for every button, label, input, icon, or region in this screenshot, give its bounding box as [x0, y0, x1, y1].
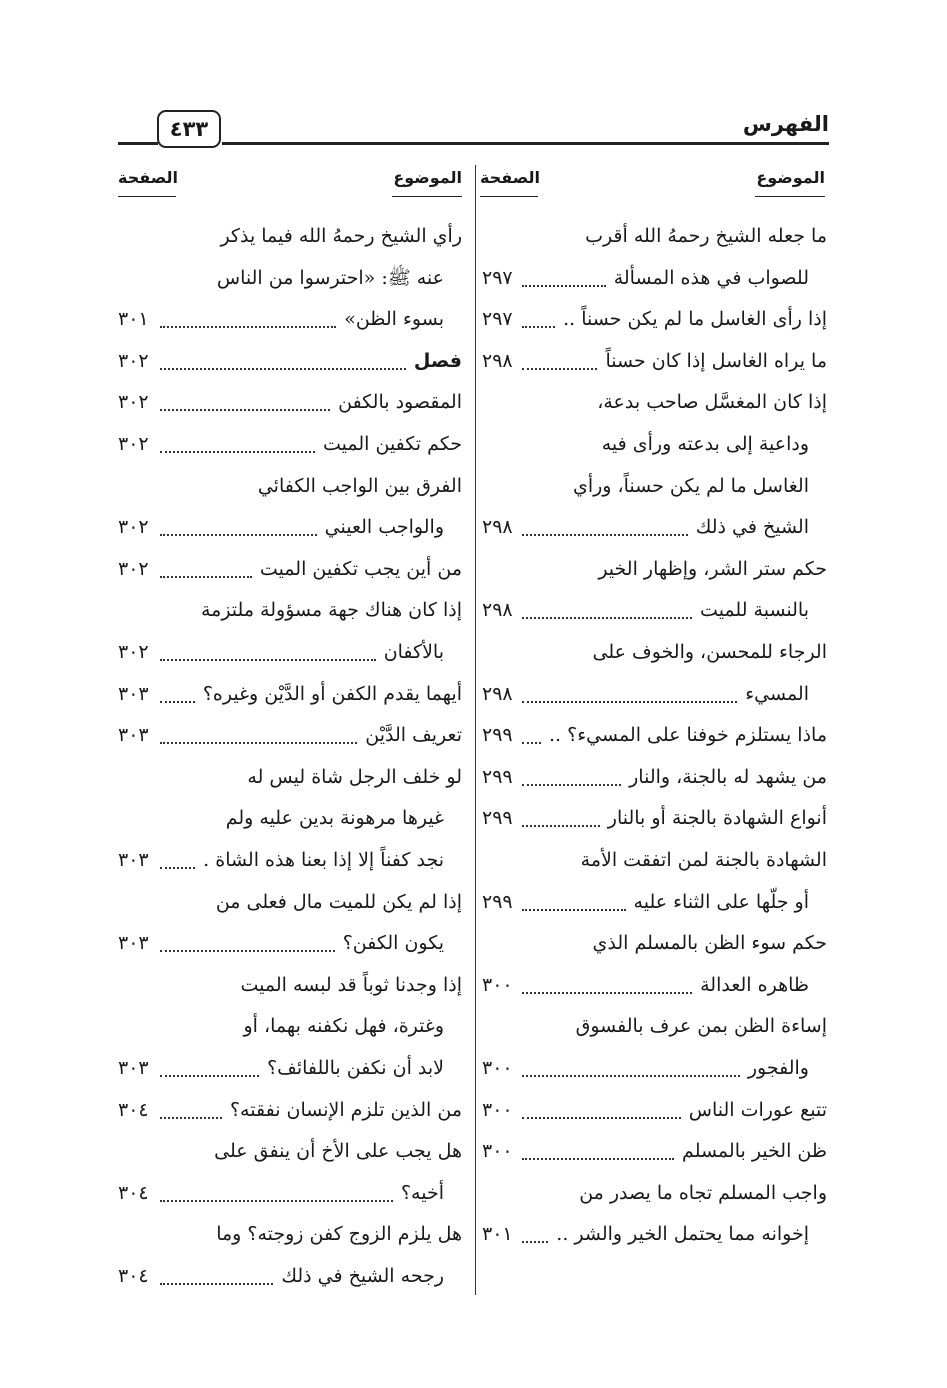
left-col-page-ref: ٣٠٢ — [118, 641, 149, 663]
right-col-entry-text: ما يراه الغاسل إذا كان حسناً — [605, 349, 827, 372]
right-col-entry-line — [634, 888, 809, 916]
left-col-entry-line — [226, 804, 444, 832]
right-col-entry-line — [605, 347, 827, 375]
right-col-page-ref: ٢٩٨ — [482, 516, 513, 539]
right-col-entry-text: الشيخ في ذلك — [695, 516, 809, 539]
left-col-dot-leader — [160, 742, 357, 744]
right-col-topic-underline — [755, 196, 825, 197]
right-col-entry-text: واجب المسلم تجاه ما يصدر من — [579, 1181, 827, 1204]
right-col-entry-line — [549, 721, 827, 749]
right-col-dot-leader — [522, 368, 597, 370]
left-col-page-ref: ٣٠٣ — [118, 1057, 149, 1079]
left-col-entry-line — [343, 929, 444, 957]
right-col-page-ref: ٢٩٩ — [482, 765, 513, 788]
left-col-entry-text: فصل — [413, 349, 462, 372]
left-col-entry-text: أخيه؟ — [400, 1181, 444, 1204]
left-col-entry-text: هل يلزم الزوج كفن زوجته؟ وما — [216, 1223, 462, 1246]
left-col-page-head: الصفحة — [118, 168, 179, 187]
left-col-entry-text: غيرها مرهونة بدين عليه ولم — [225, 807, 444, 830]
left-col-page-ref: ٣٠٣ — [118, 682, 149, 705]
right-col-entry-text: ظن الخير بالمسلم — [682, 1140, 827, 1163]
left-col-entry-line — [260, 555, 462, 583]
right-col-entry-text: ماذا يستلزم خوفنا على المسيء؟ .. — [549, 724, 827, 747]
right-col-page-ref: ٣٠١ — [482, 1223, 513, 1246]
left-col-dot-leader — [160, 451, 315, 453]
left-col-entry-line — [384, 638, 444, 666]
left-col-entry-text: أيهما يقدم الكفن أو الدَّيْن وغيره؟ — [202, 682, 462, 705]
left-col-entry-text: تعريف الدَّيْن — [365, 724, 462, 747]
right-col-entry-line — [593, 638, 828, 666]
left-col-topic-underline — [392, 196, 462, 197]
left-col-page-underline — [118, 196, 176, 197]
right-col-entry-text: إساءة الظن بمن عرف بالفسوق — [575, 1015, 827, 1038]
left-col-page-ref: ٣٠٤ — [118, 1098, 149, 1121]
right-col-page-ref: ٢٩٩ — [482, 807, 513, 830]
left-col-page-ref: ٣٠٤ — [118, 1181, 149, 1204]
left-col-entry-text: إذا وجدنا ثوباً قد لبسه الميت — [240, 973, 462, 996]
left-col-entry-text: والواجب العيني — [324, 516, 444, 539]
left-col-entry-line — [201, 596, 462, 624]
right-col-dot-leader — [522, 909, 626, 911]
right-col-entry-text: من يشهد له بالجنة، والنار — [629, 765, 827, 788]
right-col-page-ref: ٢٩٨ — [482, 599, 513, 622]
left-col-entry-text: حكم تكفين الميت — [323, 433, 462, 455]
right-col-entry-text: للصواب في هذه المسألة — [613, 266, 809, 289]
right-col-dot-leader — [522, 534, 688, 536]
right-col-dot-leader — [522, 1117, 681, 1119]
right-col-entry-text: أنواع الشهادة بالجنة أو بالنار — [607, 807, 827, 830]
right-col-entry-line — [700, 971, 809, 999]
left-col-page-ref: ٣٠٢ — [118, 433, 149, 455]
left-col-entry-text: رجحه الشيخ في ذلك — [281, 1265, 444, 1287]
right-col-topic-head: الموضوع — [756, 168, 825, 187]
header-rule-left — [118, 142, 158, 145]
left-col-entry-text: لو خلف الرجل شاة ليس له — [247, 765, 462, 788]
right-col-entry-text: أو جلّها على الثناء عليه — [633, 890, 809, 913]
right-col-dot-leader — [522, 1241, 548, 1243]
right-col-page-ref: ٢٩٨ — [482, 349, 513, 372]
right-col-page-underline — [480, 196, 538, 197]
left-col-entry-text: بسوء الظن» — [344, 308, 444, 331]
left-col-page-ref: ٣٠٢ — [118, 557, 149, 580]
left-col-entry-line — [338, 388, 462, 416]
left-col-entry-line — [267, 1054, 444, 1082]
right-col-entry-text: الغاسل ما لم يكن حسناً، ورأي — [572, 474, 809, 497]
left-col-dot-leader — [160, 867, 195, 869]
left-col-entry-line — [216, 888, 462, 916]
left-col-page-ref: ٣٠٣ — [118, 932, 149, 955]
left-col-page-ref: ٣٠٢ — [118, 391, 149, 414]
running-header-title: الفهرس — [742, 112, 829, 136]
left-col-entry-text: لابد أن نكفن باللفائف؟ — [267, 1057, 444, 1079]
left-col-dot-leader — [160, 534, 317, 536]
right-col-entry-line — [700, 596, 809, 624]
right-col-entry-line — [689, 1096, 827, 1124]
right-col-dot-leader — [522, 1075, 740, 1077]
right-col-dot-leader — [522, 617, 692, 619]
left-col-dot-leader — [160, 1283, 273, 1285]
right-col-page-ref: ٢٩٨ — [482, 682, 513, 705]
right-col-entry-line — [608, 804, 827, 832]
right-col-entry-line — [579, 1179, 827, 1207]
right-col-dot-leader — [522, 992, 692, 994]
left-col-dot-leader — [160, 576, 252, 578]
left-col-dot-leader — [160, 950, 335, 952]
left-col-page-ref: ٣٠٣ — [118, 724, 149, 747]
left-col-entry-line — [401, 1179, 444, 1207]
right-col-entry-text: تتبع عورات الناس — [688, 1098, 827, 1121]
left-col-entry-line — [243, 1012, 444, 1040]
column-divider — [475, 165, 476, 1295]
left-col-entry-text: بالأكفان — [383, 641, 444, 663]
right-col-entry-text: الشهادة بالجنة لمن اتفقت الأمة — [580, 849, 827, 871]
right-col-entry-line — [597, 388, 827, 416]
left-col-entry-text: عنه ﷺ: «احترسوا من الناس — [216, 266, 444, 289]
left-col-dot-leader — [160, 1075, 259, 1077]
right-col-entry-line — [563, 305, 827, 333]
left-col-entry-text: نجد كفناً إلا إذا بعنا هذه الشاة . — [203, 849, 444, 871]
right-col-entry-text: حكم سوء الظن بالمسلم الذي — [592, 932, 827, 955]
left-col-entry-line — [203, 846, 444, 874]
left-col-dot-leader — [160, 1200, 393, 1202]
left-col-entry-line — [240, 971, 462, 999]
left-col-dot-leader — [160, 368, 406, 370]
right-col-dot-leader — [522, 1158, 674, 1160]
right-col-entry-text: ظاهره العدالة — [700, 973, 809, 996]
left-col-page-ref: ٣٠١ — [118, 308, 149, 331]
right-col-page-ref: ٢٩٩ — [482, 724, 513, 747]
left-col-entry-line — [365, 721, 462, 749]
left-col-entry-line — [247, 763, 462, 791]
right-col-dot-leader — [522, 285, 606, 287]
left-col-dot-leader — [160, 659, 376, 661]
left-col-page-ref: ٣٠٢ — [118, 516, 149, 539]
right-col-page-ref: ٢٩٧ — [482, 308, 513, 331]
left-col-entry-line — [258, 472, 462, 500]
left-col-entry-line — [344, 305, 444, 333]
left-col-entry-line — [214, 1137, 462, 1165]
left-col-entry-text: هل يجب على الأخ أن ينفق على — [214, 1140, 462, 1163]
right-col-entry-line — [696, 513, 809, 541]
right-col-dot-leader — [522, 326, 555, 328]
right-col-entry-text: إخوانه مما يحتمل الخير والشر .. — [556, 1223, 809, 1246]
right-col-entry-line — [748, 1054, 809, 1082]
right-col-page-ref: ٢٩٧ — [482, 266, 513, 289]
right-col-page-ref: ٣٠٠ — [482, 1057, 513, 1079]
right-col-entry-text: والفجور — [747, 1057, 809, 1079]
left-col-entry-line — [230, 1096, 462, 1124]
left-col-page-ref: ٣٠٢ — [118, 349, 149, 372]
right-col-page-ref: ٣٠٠ — [482, 1098, 513, 1121]
right-col-page-head: الصفحة — [480, 168, 541, 187]
left-col-entry-text: المقصود بالكفن — [338, 391, 462, 414]
left-col-dot-leader — [160, 326, 336, 328]
right-col-dot-leader — [522, 825, 600, 827]
left-col-dot-leader — [160, 701, 195, 703]
left-col-entry-text: يكون الكفن؟ — [342, 932, 444, 955]
left-col-entry-line — [203, 680, 462, 708]
right-col-entry-line — [573, 472, 809, 500]
left-col-entry-line — [323, 430, 462, 458]
right-col-entry-text: حكم ستر الشر، وإظهار الخير — [598, 557, 827, 580]
right-col-entry-text: إذا كان المغسَّل صاحب بدعة، — [597, 391, 827, 414]
right-col-entry-text: وداعية إلى بدعته ورأى فيه — [601, 433, 809, 455]
right-col-entry-text: الرجاء للمحسن، والخوف على — [592, 641, 827, 663]
left-col-entry-text: رأي الشيخ رحمهُ الله فيما يذكر — [220, 225, 462, 247]
right-col-page-ref: ٣٠٠ — [482, 1140, 513, 1163]
right-col-entry-text: إذا رأى الغاسل ما لم يكن حسناً .. — [563, 308, 827, 331]
right-col-entry-line — [581, 846, 827, 874]
left-col-dot-leader — [160, 409, 330, 411]
right-col-entry-text: المسيء — [745, 682, 809, 705]
left-col-entry-line — [216, 1220, 462, 1248]
right-col-entry-line — [576, 1012, 827, 1040]
right-col-entry-text: ما جعله الشيخ رحمهُ الله أقرب — [585, 225, 827, 247]
right-col-entry-line — [682, 1137, 827, 1165]
right-col-entry-line — [593, 929, 827, 957]
right-col-page-ref: ٢٩٩ — [482, 890, 513, 913]
left-col-entry-line — [281, 1262, 444, 1290]
left-col-entry-line — [217, 264, 444, 292]
right-col-entry-line — [745, 680, 809, 708]
left-col-entry-text: الفرق بين الواجب الكفائي — [257, 474, 462, 497]
right-col-entry-line — [585, 222, 827, 250]
left-col-entry-text: من الذين تلزم الإنسان نفقته؟ — [229, 1098, 462, 1121]
left-col-page-ref: ٣٠٣ — [118, 849, 149, 871]
left-col-entry-line — [325, 513, 444, 541]
left-col-entry-text: من أين يجب تكفين الميت — [259, 557, 462, 580]
right-col-dot-leader — [522, 701, 737, 703]
left-col-entry-line — [414, 347, 462, 375]
left-col-dot-leader — [160, 1117, 222, 1119]
header-rule-right — [222, 142, 829, 145]
right-col-entry-line — [614, 264, 809, 292]
right-col-entry-line — [556, 1220, 809, 1248]
left-col-topic-head: الموضوع — [393, 168, 462, 187]
right-col-entry-line — [629, 763, 827, 791]
right-col-dot-leader — [522, 742, 541, 744]
right-col-dot-leader — [522, 784, 621, 786]
right-col-entry-line — [598, 555, 827, 583]
right-col-entry-line — [602, 430, 809, 458]
page-number: ٤٣٣ — [157, 110, 221, 148]
right-col-entry-text: بالنسبة للميت — [700, 599, 809, 622]
left-col-entry-line — [220, 222, 462, 250]
left-col-entry-text: إذا كان هناك جهة مسؤولة ملتزمة — [200, 599, 462, 622]
right-col-page-ref: ٣٠٠ — [482, 973, 513, 996]
left-col-page-ref: ٣٠٤ — [118, 1265, 149, 1287]
left-col-entry-text: وغترة، فهل نكفنه بهما، أو — [243, 1015, 444, 1038]
left-col-entry-text: إذا لم يكن للميت مال فعلى من — [215, 890, 462, 913]
